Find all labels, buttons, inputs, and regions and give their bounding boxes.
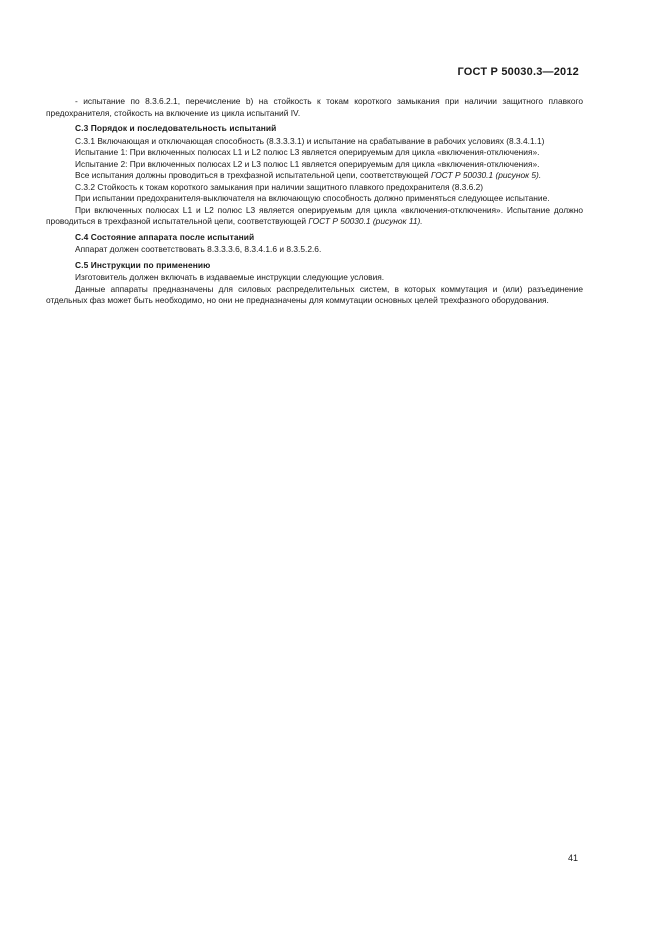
paragraph: Испытание 1: При включенных полюсах L1 и L2 полюс L3 является оперируемым для цикла «включения-отключения».	[75, 147, 540, 157]
section-heading-c4: C.4 Состояние аппарата после испытаний	[75, 231, 255, 242]
paragraph: При испытании предохранителя-выключателя на включающую способность должно применяться следующее испытание.	[75, 193, 550, 203]
paragraph: - испытание по 8.3.6.2.1, перечисление b) на стойкость к токам короткого замыкания при наличии защитного плавкого предохранителя, стойкость на включение из цикла испытаний IV.	[46, 96, 583, 118]
paragraph: C.3.2 Стойкость к токам короткого замыкания при наличии защитного плавкого предохранителя (8.3.6.2)	[75, 181, 484, 192]
paragraph-text: При включенных полюсах L1 и L2 полюс L3 является оперируемым для цикла «включения-отключения». Испытание должно проводиться в трехфазной испытательной цепи, соответствующей	[46, 204, 583, 226]
paragraph: Испытание 2: При включенных полюсах L2 и L3 полюс L1 является оперируемым для цикла «включения-отключения».	[75, 158, 540, 169]
standard-reference: ГОСТ Р 50030.1 (рисунок 11).	[308, 216, 423, 226]
paragraph	[46, 205, 583, 228]
paragraph-text: Все испытания должны проводиться в трехфазной испытательной цепи, соответствующей	[75, 170, 431, 180]
standard-designation: ГОСТ Р 50030.3—2012	[457, 66, 579, 78]
standard-reference: ГОСТ Р 50030.1 (рисунок 5).	[430, 170, 542, 180]
section-heading-c5: C.5 Инструкции по применению	[75, 259, 211, 270]
page-content	[46, 96, 583, 307]
page-number: 41	[567, 853, 578, 863]
paragraph: Аппарат должен соответствовать 8.3.3.3.6, 8.3.4.1.6 и 8.3.5.2.6.	[75, 244, 322, 254]
paragraph: Изготовитель должен включать в издаваемые инструкции следующие условия.	[75, 272, 385, 282]
paragraph: Данные аппараты предназначены для силовых распределительных систем, в которых коммутация и (или) разъединение отдельных фаз может быть необходимо, но они не предназначены для коммутации основных целей трехфазного оборудования.	[46, 283, 583, 305]
paragraph	[46, 170, 583, 182]
section-heading-c3: C.3 Порядок и последовательность испытаний	[75, 123, 277, 133]
paragraph: C.3.1 Включающая и отключающая способность (8.3.3.3.1) и испытание на срабатывание в рабочих условиях (8.3.4.1.1)	[75, 135, 545, 146]
